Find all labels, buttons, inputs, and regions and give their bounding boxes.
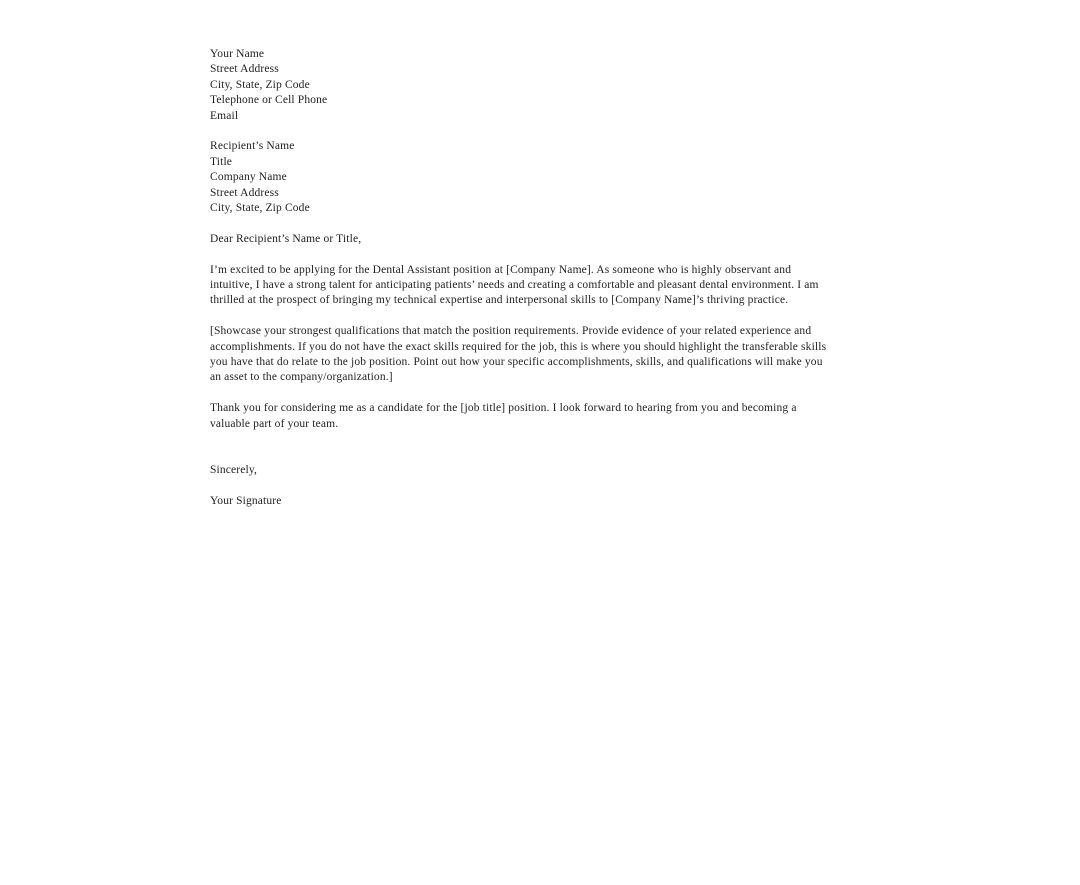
- sender-city-state-zip: City, State, Zip Code: [210, 78, 310, 91]
- salutation: Dear Recipient’s Name or Title,: [210, 232, 362, 245]
- sender-phone: Telephone or Cell Phone: [210, 94, 328, 107]
- sender-name: Your Name: [210, 48, 265, 60]
- sender-address-block: [210, 47, 830, 124]
- signature-line: Your Signature: [210, 494, 282, 507]
- recipient-company: Company Name: [210, 171, 287, 184]
- recipient-name: Recipient’s Name: [210, 140, 295, 153]
- recipient-street-address: Street Address: [210, 186, 279, 199]
- recipient-city-state-zip: City, State, Zip Code: [210, 202, 310, 215]
- recipient-address-block: [210, 139, 830, 216]
- recipient-title: Title: [210, 155, 233, 168]
- sender-email: Email: [210, 109, 239, 122]
- body-paragraph-intro: I’m excited to be applying for the Dental Assistant position at [Company Name]. As someone who is highly observant and intuitive, I have a strong talent for anticipating patients’ needs and creating a comfortable and pleasant dental environment. I am thrilled at the prospect of bringing my technical expertise and interpersonal skills to [Company Name]’s thriving practice.: [210, 263, 819, 307]
- cover-letter: [210, 47, 830, 509]
- closing: Sincerely,: [210, 463, 258, 476]
- sender-street-address: Street Address: [210, 63, 279, 76]
- body-paragraph-qualifications: [Showcase your strongest qualifications that match the position requirements. Provide evidence of your related experience and accomplishments. If you do not have the exact skills required for the job, this is where you should highlight the transferable skills you have that do relate to the job position. Point out how your specific accomplishments, skills, and qualifications will make you an asset to the company/organization.]: [210, 325, 827, 384]
- body-paragraph-thanks: Thank you for considering me as a candidate for the [job title] position. I look forward to hearing from you and becoming a valuable part of your team.: [210, 402, 797, 430]
